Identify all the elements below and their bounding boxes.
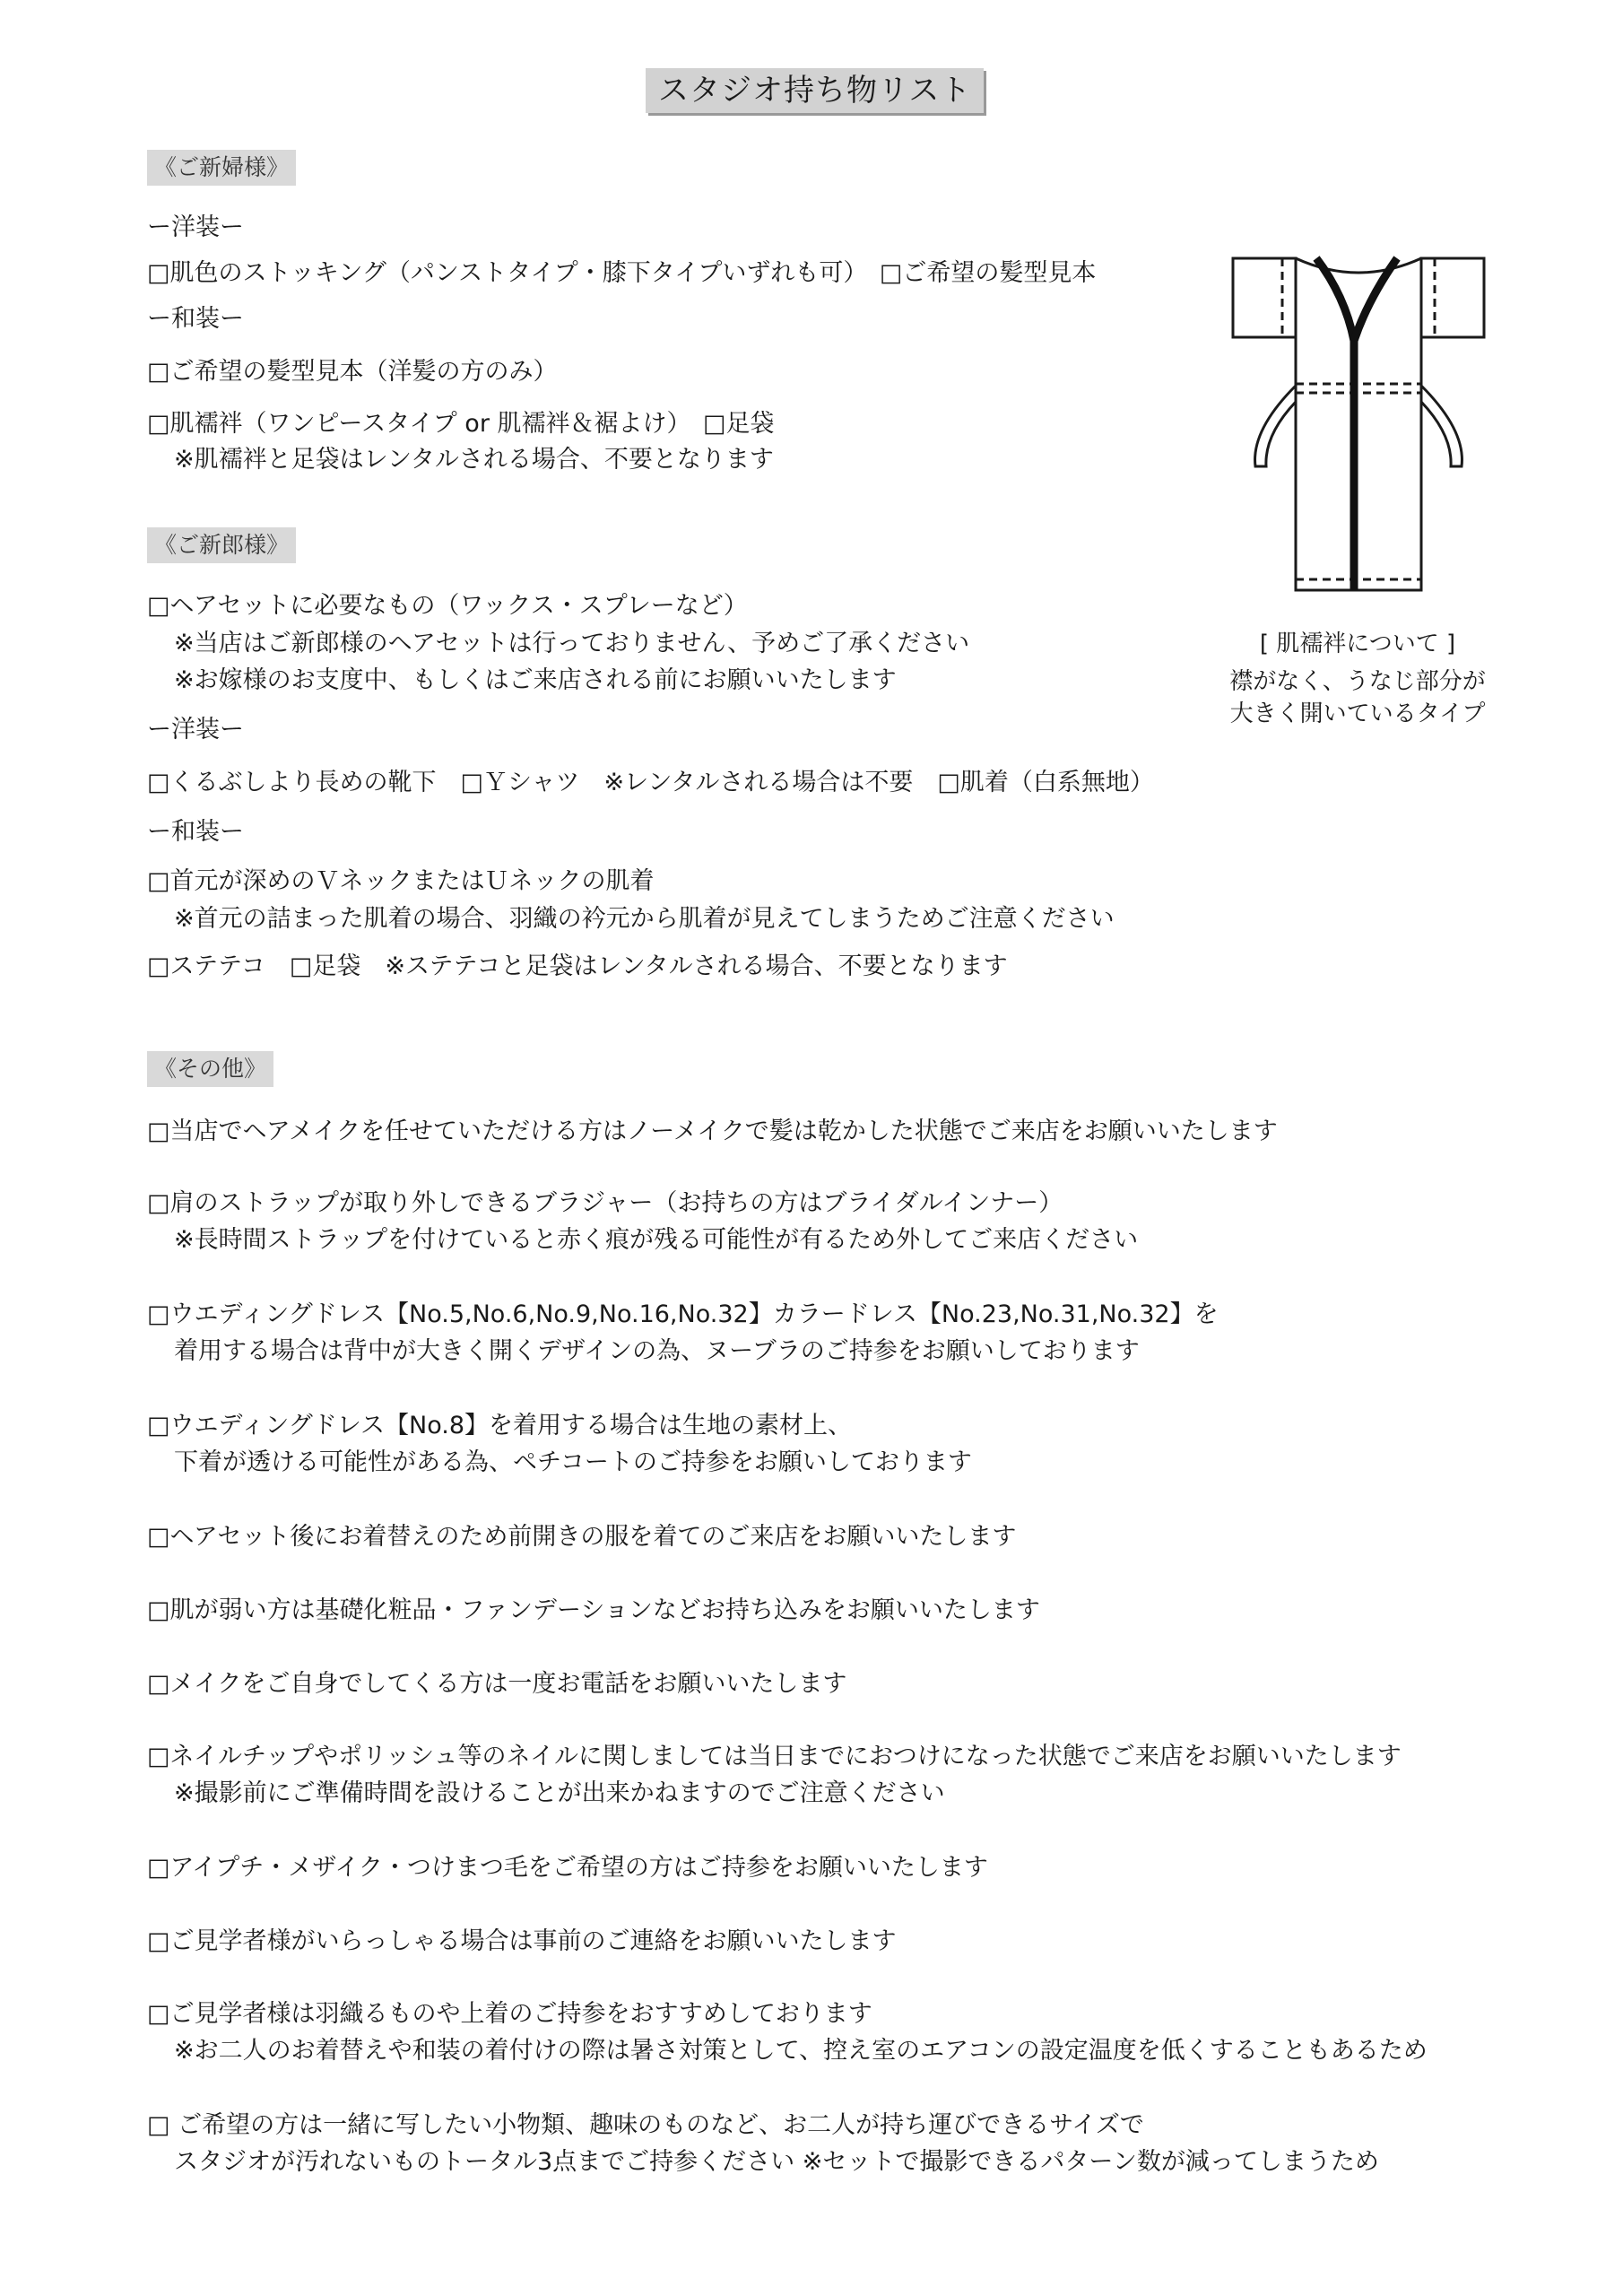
page-title: スタジオ持ち物リスト	[646, 68, 984, 113]
other-item: □肩のストラップが取り外しできるブラジャー（お持ちの方はブライダルインナー）	[147, 1189, 1063, 1217]
other-item: □ ご希望の方は一緒に写したい小物類、趣味のものなど、お二人が持ち運びできるサイズで	[147, 2111, 1144, 2139]
other-item: □ご見学者様は羽織るものや上着のご持参をおすすめしております	[147, 2000, 872, 2028]
figure-caption-title: [ 肌襦袢について ]	[1259, 631, 1456, 657]
other-item: □ヘアセット後にお着替えのため前開きの服を着てのご来店をお願いいたします	[147, 1523, 1017, 1551]
other-item-note: ※お二人のお着替えや和装の着付けの際は暑さ対策として、控え室のエアコンの設定温度を低くすることもあるため	[174, 2037, 1428, 2065]
groom-hair-note: ※当店はご新郎様のヘアセットは行っておりません、予めご了承ください	[174, 630, 970, 657]
groom-japanese-label: ー和装ー	[147, 818, 244, 846]
section-header-other: 《その他》	[147, 1051, 273, 1087]
other-item: □肌が弱い方は基礎化粧品・ファンデーションなどお持ち込みをお願いいたします	[147, 1596, 1040, 1624]
groom-hair-note: ※お嫁様のお支度中、もしくはご来店される前にお願いいたします	[174, 666, 897, 694]
groom-japanese-item: □首元が深めのＶネックまたはＵネックの肌着	[147, 867, 655, 895]
bride-western-label: ー洋装ー	[147, 213, 244, 241]
groom-western-item: □くるぶしより長めの靴下 □Ｙシャツ ※レンタルされる場合は不要 □肌着（白系無地）	[147, 769, 1154, 796]
other-item-note: ※撮影前にご準備時間を設けることが出来かねますのでご注意ください	[174, 1779, 945, 1807]
other-item: □アイプチ・メザイク・つけまつ毛をご希望の方はご持参をお願いいたします	[147, 1854, 988, 1882]
other-item: □ネイルチップやポリッシュ等のネイルに関しましては当日までにおつけになった状態でご来店をお願いいたします	[147, 1743, 1402, 1770]
other-item: □ウエディングドレス【No.5,No.6,No.9,No.16,No.32】カラードレス【No.23,No.31,No.32】を	[147, 1300, 1219, 1328]
groom-western-label: ー洋装ー	[147, 716, 244, 744]
other-item-note: ※長時間ストラップを付けていると赤く痕が残る可能性が有るため外してご来店ください	[174, 1226, 1139, 1254]
groom-japanese-item: □ステテコ □足袋 ※ステテコと足袋はレンタルされる場合、不要となります	[147, 952, 1008, 980]
bride-japanese-item: □ご希望の髪型見本（洋髪の方のみ）	[147, 358, 558, 386]
section-header-bride: 《ご新婦様》	[147, 150, 296, 186]
other-item-note: スタジオが汚れないものトータル3点までご持参ください ※セットで撮影できるパターン数が減ってしまうため	[174, 2148, 1379, 2176]
bride-japanese-item: □肌襦袢（ワンピースタイプ or 肌襦袢＆裾よけ） □足袋	[147, 410, 775, 438]
other-item-note: 着用する場合は背中が大きく開くデザインの為、ヌーブラのご持参をお願いしております	[174, 1337, 1140, 1365]
groom-hair-item: □ヘアセットに必要なもの（ワックス・スプレーなど）	[147, 592, 748, 620]
bride-japanese-label: ー和装ー	[147, 305, 244, 333]
other-item-note: 下着が透ける可能性がある為、ペチコートのご持参をお願いしております	[174, 1448, 972, 1476]
bride-western-item: □肌色のストッキング（パンストタイプ・膝下タイプいずれも可） □ご希望の髪型見本	[147, 259, 1097, 287]
bride-japanese-note: ※肌襦袢と足袋はレンタルされる場合、不要となります	[174, 446, 774, 474]
other-item: □ご見学者様がいらっしゃる場合は事前のご連絡をお願いいたします	[147, 1927, 897, 1955]
section-header-groom: 《ご新郎様》	[147, 527, 296, 563]
other-item: □当店でヘアメイクを任せていただける方はノーメイクで髪は乾かした状態でご来店をお願いいたします	[147, 1118, 1278, 1145]
hadajuban-illustration	[1219, 251, 1488, 601]
figure-caption-line: 襟がなく、うなじ部分が	[1229, 668, 1486, 695]
other-item: □メイクをご自身でしてくる方は一度お電話をお願いいたします	[147, 1670, 847, 1698]
figure-caption-line: 大きく開いているタイプ	[1229, 700, 1486, 727]
other-item: □ウエディングドレス【No.8】を着用する場合は生地の素材上、	[147, 1412, 853, 1439]
groom-japanese-note: ※首元の詰まった肌着の場合、羽織の衿元から肌着が見えてしまうためご注意ください	[174, 905, 1115, 933]
